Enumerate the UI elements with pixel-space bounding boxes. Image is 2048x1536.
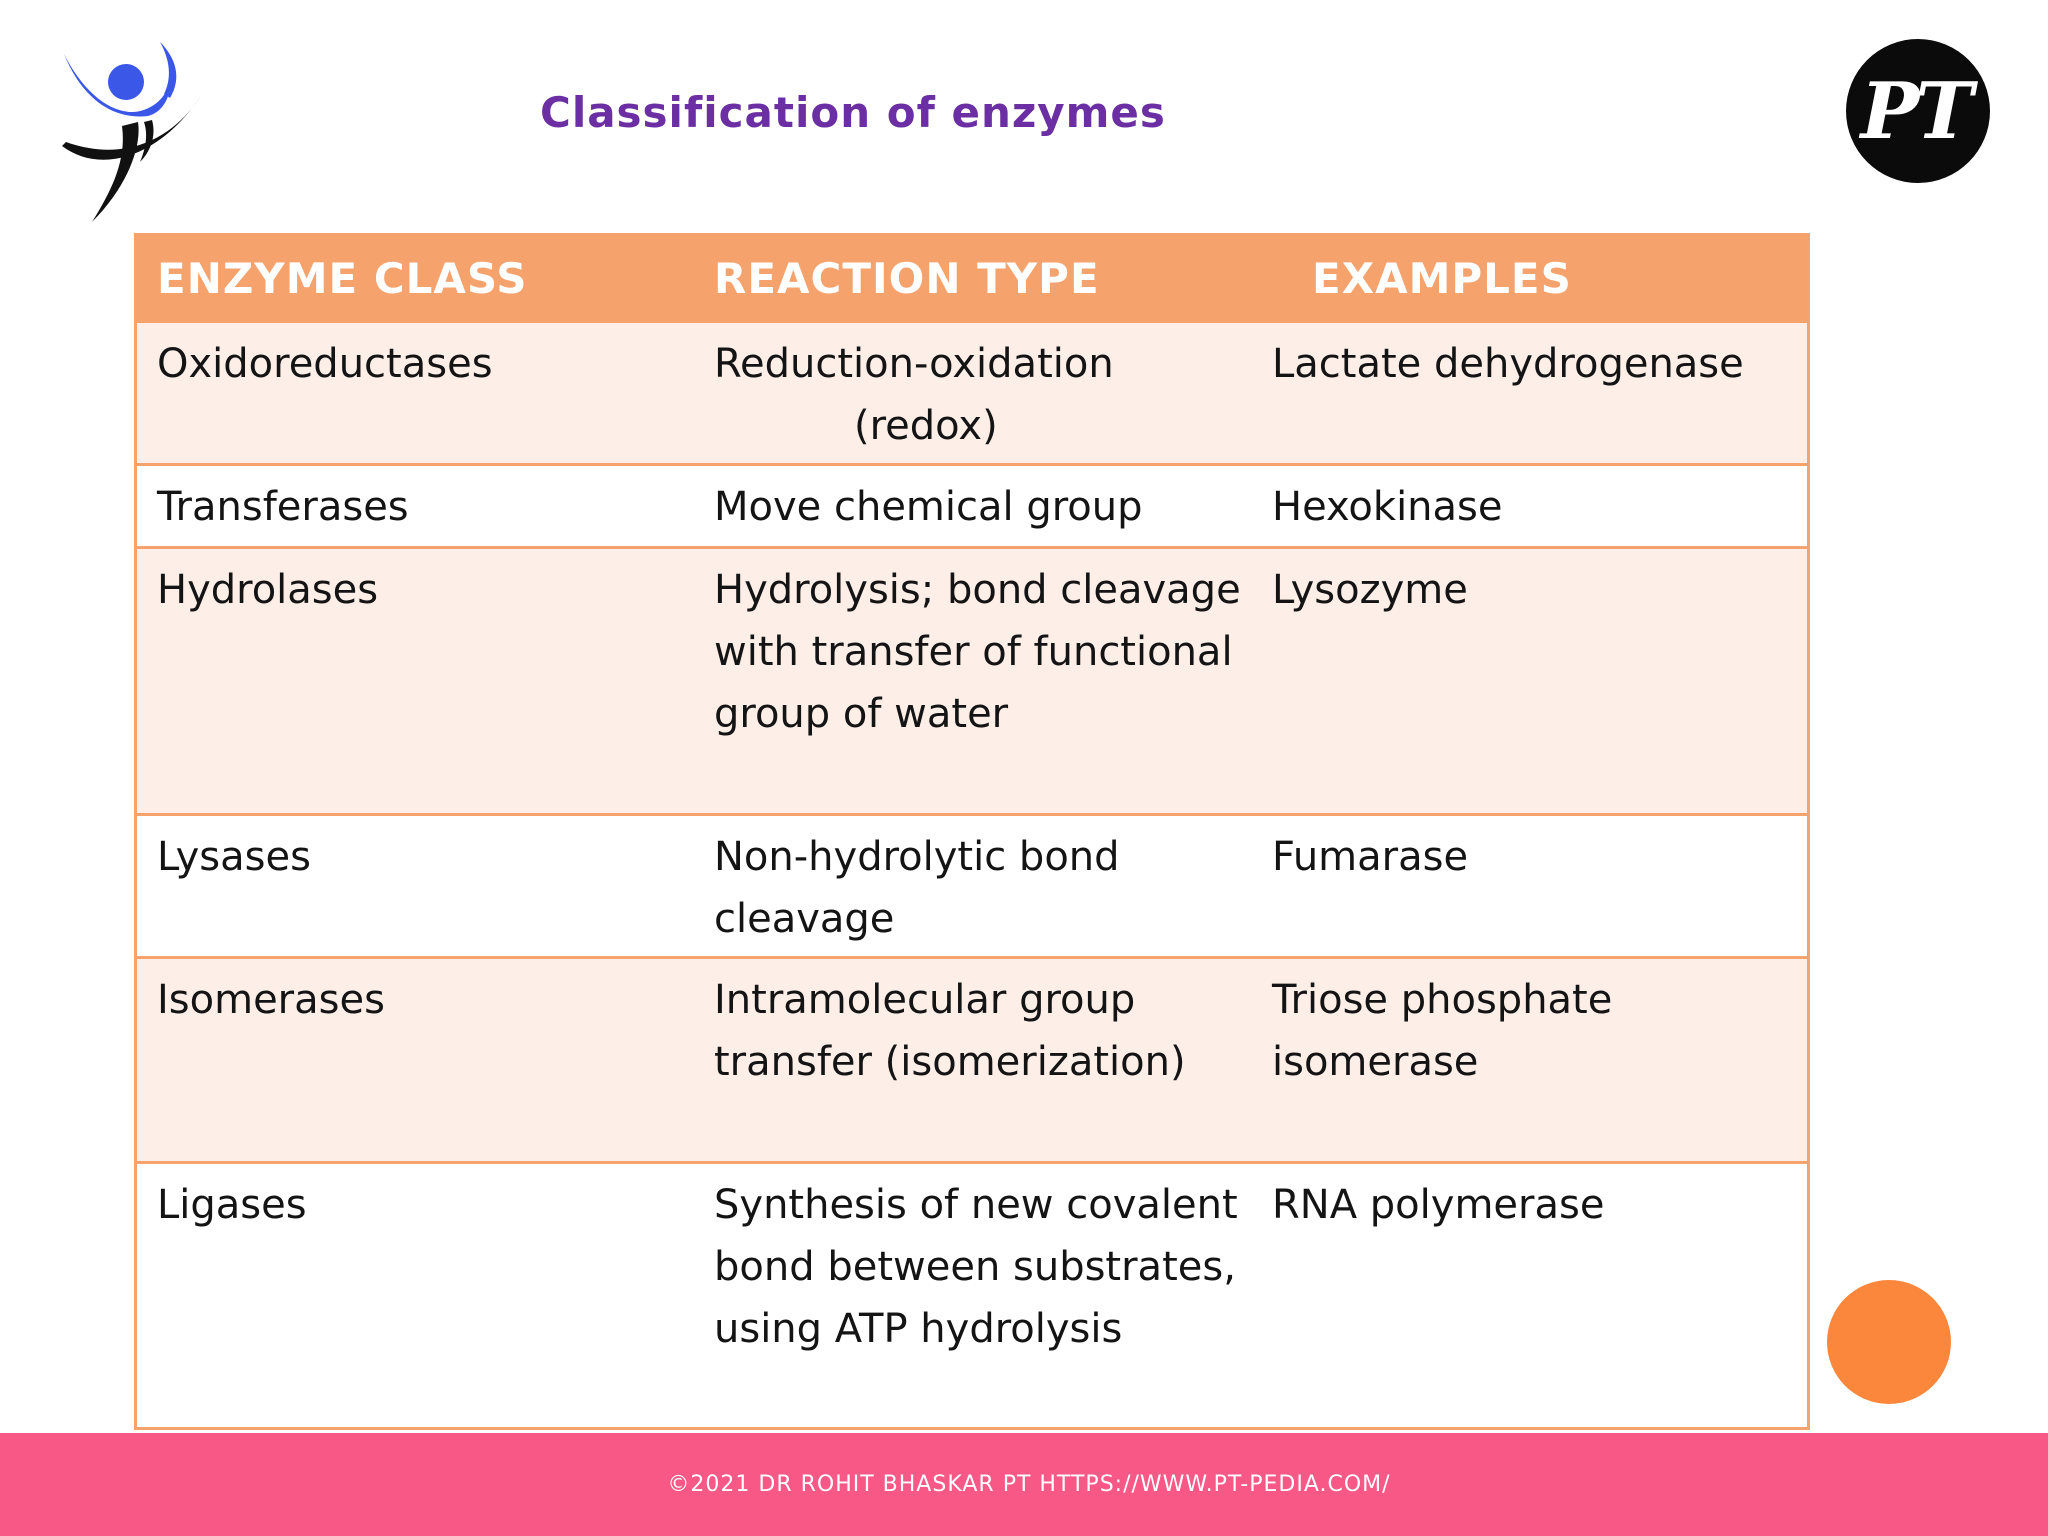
pt-logo-icon <box>1846 39 1990 183</box>
header-reaction-type: REACTION TYPE <box>694 236 1252 322</box>
header-enzyme-class: ENZYME CLASS <box>137 236 694 322</box>
cell-reaction-type: Move chemical group <box>694 465 1252 548</box>
cell-reaction-type: Non-hydrolytic bond cleavage <box>694 815 1252 958</box>
footer-copyright: ©2021 DR ROHIT BHASKAR PT HTTPS://WWW.PT-PEDIA.COM/ <box>667 1472 1391 1497</box>
cell-enzyme-class: Hydrolases <box>137 548 694 815</box>
footer-bar <box>0 1433 2048 1536</box>
slide-title: Classification of enzymes <box>540 88 1166 137</box>
cell-enzyme-class: Transferases <box>137 465 694 548</box>
cell-reaction-type: Hydrolysis; bond cleavage with transfer of functional group of water <box>694 548 1252 815</box>
cell-example: Lysozyme <box>1252 548 1807 815</box>
table-row <box>137 815 1807 958</box>
reaction-line: (redox) <box>854 403 998 449</box>
cell-example: Fumarase <box>1252 815 1807 958</box>
table-row <box>137 548 1807 815</box>
orange-circle-icon <box>1827 1280 1951 1404</box>
reaction-line: Reduction-oxidation <box>714 341 1114 387</box>
cell-enzyme-class: Lysases <box>137 815 694 958</box>
cell-example: Hexokinase <box>1252 465 1807 548</box>
cell-enzyme-class: Oxidoreductases <box>137 322 694 465</box>
pt-logo-text: PT <box>1860 65 1970 157</box>
table-row <box>137 322 1807 465</box>
cell-example: Triose phosphate isomerase <box>1252 958 1807 1163</box>
table-row <box>137 1163 1807 1427</box>
cell-reaction-type: Synthesis of new covalent bond between substrates, using ATP hydrolysis <box>694 1163 1252 1427</box>
table-header-row <box>137 236 1807 322</box>
cell-example: Lactate dehydrogenase <box>1252 322 1807 465</box>
cell-example: RNA polymerase <box>1252 1163 1807 1427</box>
dancer-logo-icon <box>52 38 208 222</box>
cell-reaction-type <box>694 322 1252 465</box>
cell-reaction-type: Intramolecular group transfer (isomerization) <box>694 958 1252 1163</box>
table-row <box>137 465 1807 548</box>
enzyme-table <box>134 233 1810 1430</box>
header-examples: EXAMPLES <box>1252 236 1807 322</box>
cell-enzyme-class: Ligases <box>137 1163 694 1427</box>
cell-enzyme-class: Isomerases <box>137 958 694 1163</box>
table-row <box>137 958 1807 1163</box>
